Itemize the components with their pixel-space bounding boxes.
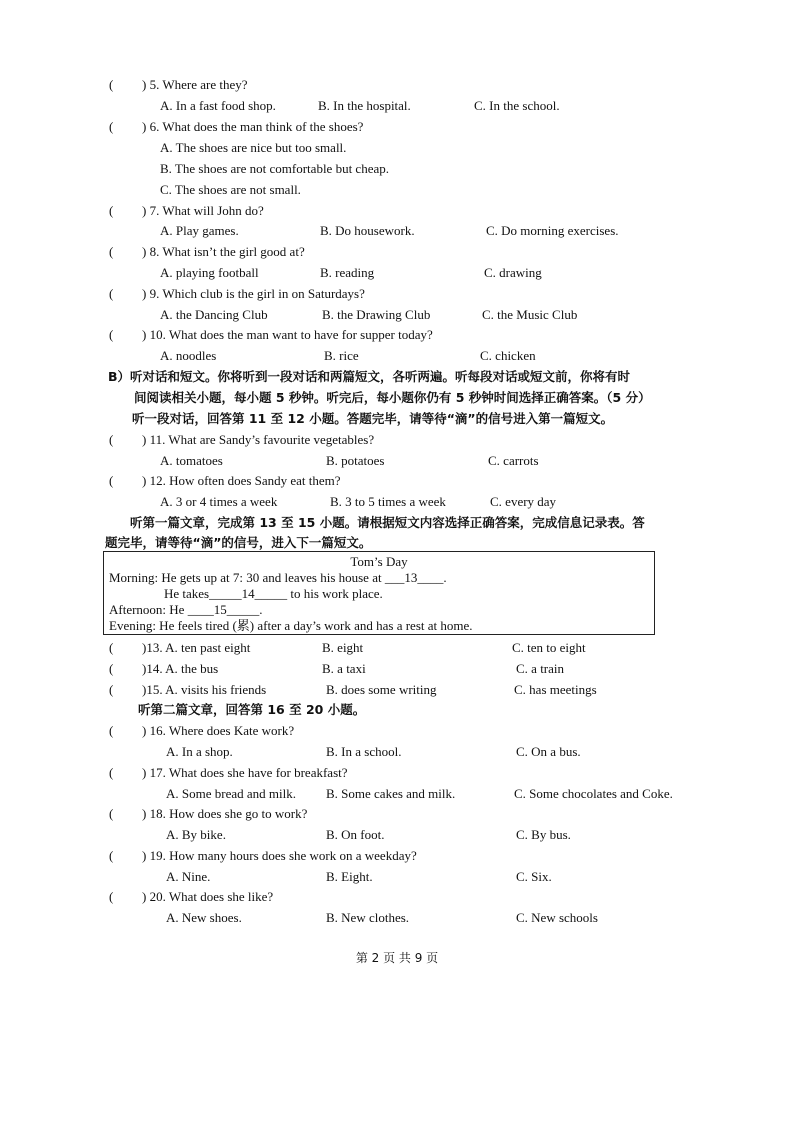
answer-paren: (	[109, 119, 114, 134]
question-18: ) 18. How does she go to work?	[142, 806, 308, 821]
answer-paren: (	[109, 327, 114, 342]
q19-option-c: C. Six.	[516, 869, 552, 884]
section-b-instruction-1: B）听对话和短文。你将听到一段对话和两篇短文，各听两遍。听每段对话或短文前，你将有时	[108, 369, 631, 384]
q19-option-b: B. Eight.	[326, 869, 373, 884]
q5-option-a: A. In a fast food shop.	[160, 98, 276, 113]
q18-option-b: B. On foot.	[326, 827, 385, 842]
table-takes: He takes_____14_____ to his work place.	[164, 586, 383, 601]
q6-option-c: C. The shoes are not small.	[160, 182, 301, 197]
q20-option-c: C. New schools	[516, 910, 598, 925]
question-17: ) 17. What does she have for breakfast?	[142, 765, 348, 780]
q14-option-c: C. a train	[516, 661, 565, 676]
question-7: ) 7. What will John do?	[142, 203, 264, 218]
q6-option-b: B. The shoes are not comfortable but cheap.	[160, 161, 389, 176]
table-morning: Morning: He gets up at 7: 30 and leaves his house at ___13____.	[109, 570, 447, 585]
q20-option-a: A. New shoes.	[166, 910, 242, 925]
q5-option-c: C. In the school.	[474, 98, 560, 113]
q16-option-b: B. In a school.	[326, 744, 402, 759]
q13-option-b: B. eight	[322, 640, 364, 655]
q5-option-b: B. In the hospital.	[318, 98, 411, 113]
answer-paren: (	[109, 848, 114, 863]
q12-option-c: C. every day	[490, 494, 557, 509]
q12-option-b: B. 3 to 5 times a week	[330, 494, 446, 509]
question-20: ) 20. What does she like?	[142, 889, 274, 904]
q10-option-b: B. rice	[324, 348, 359, 363]
q10-option-c: C. chicken	[480, 348, 536, 363]
answer-paren: (	[109, 661, 114, 676]
question-13: )13. A. ten past eight	[142, 640, 251, 655]
question-16: ) 16. Where does Kate work?	[142, 723, 295, 738]
question-8: ) 8. What isn’t the girl good at?	[142, 244, 305, 259]
q11-option-a: A. tomatoes	[160, 453, 223, 468]
answer-paren: (	[109, 473, 114, 488]
q16-option-a: A. In a shop.	[166, 744, 233, 759]
q7-option-b: B. Do housework.	[320, 223, 415, 238]
answer-paren: (	[109, 244, 114, 259]
answer-paren: (	[109, 723, 114, 738]
question-14: )14. A. the bus	[142, 661, 219, 676]
q7-option-a: A. Play games.	[160, 223, 239, 238]
answer-paren: (	[109, 806, 114, 821]
q9-option-b: B. the Drawing Club	[322, 307, 431, 322]
answer-paren: (	[109, 889, 114, 904]
answer-paren: (	[109, 286, 114, 301]
answer-paren: (	[109, 432, 114, 447]
q18-option-a: A. By bike.	[166, 827, 226, 842]
question-5: ) 5. Where are they?	[142, 77, 248, 92]
question-10: ) 10. What does the man want to have for supper today?	[142, 327, 433, 342]
table-afternoon: Afternoon: He ____15_____.	[109, 602, 263, 617]
q19-option-a: A. Nine.	[166, 869, 211, 884]
q8-option-a: A. playing football	[160, 265, 259, 280]
q10-option-a: A. noodles	[160, 348, 217, 363]
q9-option-a: A. the Dancing Club	[160, 307, 268, 322]
question-11: ) 11. What are Sandy’s favourite vegetables?	[142, 432, 375, 447]
page-number: 第 2 页 共 9 页	[355, 951, 439, 965]
q16-option-c: C. On a bus.	[516, 744, 581, 759]
q8-option-c: C. drawing	[484, 265, 542, 280]
q14-option-b: B. a taxi	[322, 661, 366, 676]
question-6: ) 6. What does the man think of the shoes?	[142, 119, 364, 134]
info-record-table	[103, 551, 655, 635]
answer-paren: (	[109, 203, 114, 218]
q17-option-a: A. Some bread and milk.	[166, 786, 296, 801]
question-19: ) 19. How many hours does she work on a weekday?	[142, 848, 417, 863]
table-evening: Evening: He feels tired (累) after a day’s work and has a rest at home.	[109, 618, 473, 633]
q15-option-c: C. has meetings	[514, 682, 597, 697]
answer-paren: (	[109, 765, 114, 780]
q7-option-c: C. Do morning exercises.	[486, 223, 619, 238]
q12-option-a: A. 3 or 4 times a week	[160, 494, 278, 509]
section-b-instruction-3: 听一段对话，回答第 11 至 12 小题。答题完毕，请等待“滴”的信号进入第一篇短文。	[132, 411, 614, 426]
section-b-instruction-2: 间阅读相关小题，每小题 5 秒钟。听完后，每小题你仍有 5 秒钟时间选择正确答案。（5 分）	[134, 390, 651, 405]
answer-paren: (	[109, 682, 114, 697]
q9-option-c: C. the Music Club	[482, 307, 578, 322]
q17-option-b: B. Some cakes and milk.	[326, 786, 456, 801]
passage-1-instruction-1: 听第一篇文章，完成第 13 至 15 小题。请根据短文内容选择正确答案，完成信息记录表。答	[130, 515, 645, 530]
q13-option-c: C. ten to eight	[512, 640, 586, 655]
q8-option-b: B. reading	[320, 265, 375, 280]
answer-paren: (	[109, 640, 114, 655]
question-9: ) 9. Which club is the girl in on Saturdays?	[142, 286, 365, 301]
answer-paren: (	[109, 77, 114, 92]
q11-option-b: B. potatoes	[326, 453, 385, 468]
passage-2-instruction: 听第二篇文章，回答第 16 至 20 小题。	[138, 702, 366, 717]
q15-option-b: B. does some writing	[326, 682, 437, 697]
passage-1-instruction-2: 题完毕，请等待“滴”的信号，进入下一篇短文。	[105, 535, 372, 550]
q17-option-c: C. Some chocolates and Coke.	[514, 786, 673, 801]
question-15: )15. A. visits his friends	[142, 682, 267, 697]
q11-option-c: C. carrots	[488, 453, 539, 468]
q18-option-c: C. By bus.	[516, 827, 571, 842]
table-title: Tom’s Day	[350, 554, 408, 569]
question-12: ) 12. How often does Sandy eat them?	[142, 473, 341, 488]
q20-option-b: B. New clothes.	[326, 910, 410, 925]
q6-option-a: A. The shoes are nice but too small.	[160, 140, 347, 155]
